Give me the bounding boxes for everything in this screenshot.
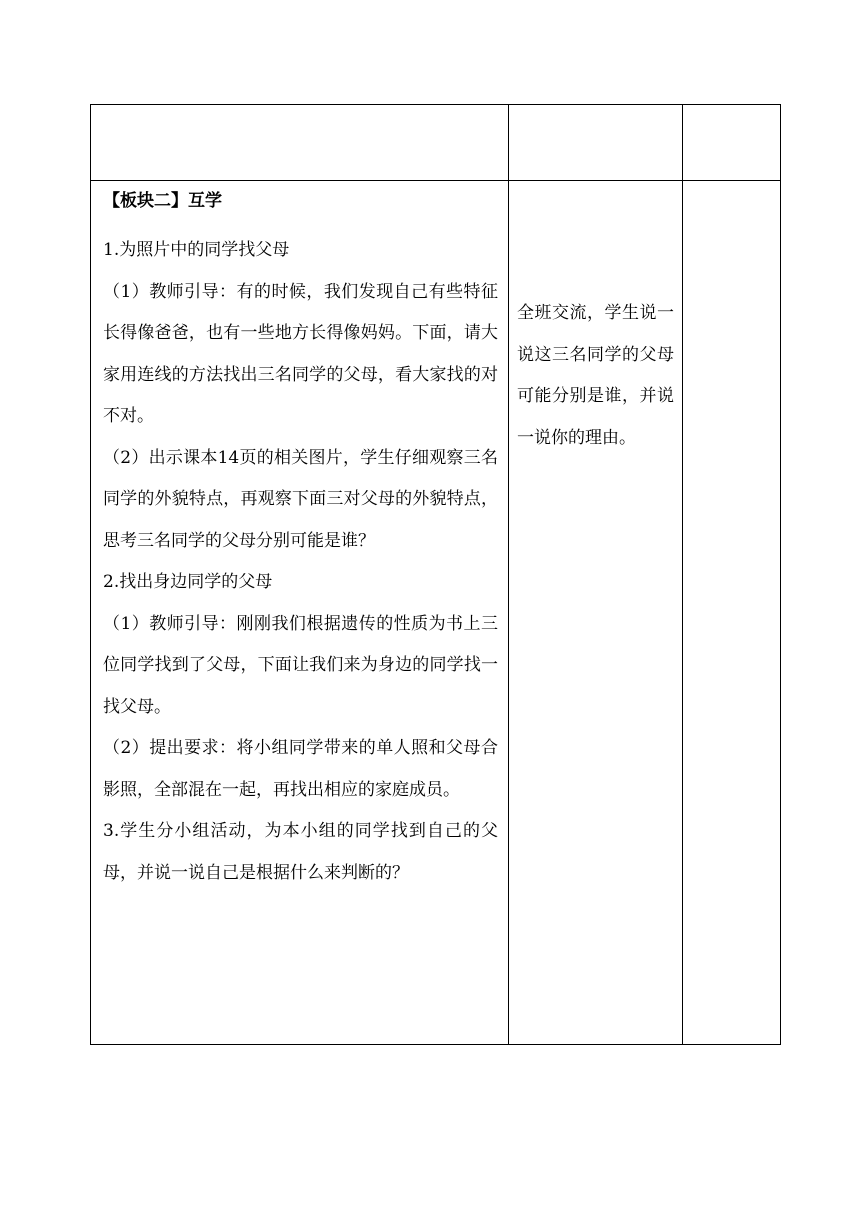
paragraph-5: （1）教师引导：刚刚我们根据遗传的性质为书上三位同学找到了父母，下面让我们来为身边的同学找一找父母。	[103, 613, 498, 717]
paragraph-4: 2.找出身边同学的父母	[103, 572, 273, 592]
paragraph-3: （2）出示课本14页的相关图片，学生仔细观察三名同学的外貌特点，再观察下面三对父母的外貌特点，思考三名同学的父母分别可能是谁？	[103, 447, 498, 551]
table-row	[91, 181, 781, 1045]
paragraph-6: （2）提出要求：将小组同学带来的单人照和父母合影照，全部混在一起，再找出相应的家庭成员。	[103, 738, 498, 800]
student-activity-cell	[509, 181, 683, 1045]
paragraph-1: 1.为照片中的同学找父母	[103, 240, 290, 260]
empty-cell-right	[683, 105, 781, 181]
paragraph-7: 3.学生分小组活动，为本小组的同学找到自己的父母，并说一说自己是根据什么来判断的？	[103, 821, 498, 883]
lesson-plan-table	[90, 104, 781, 1045]
student-activity-text: 全班交流，学生说一说这三名同学的父母可能分别是谁，并说一说你的理由。	[517, 303, 674, 448]
empty-cell-main	[91, 105, 509, 181]
teacher-activity-cell	[91, 181, 509, 1045]
notes-cell	[683, 181, 781, 1045]
paragraph-2: （1）教师引导：有的时候，我们发现自己有些特征长得像爸爸，也有一些地方长得像妈妈。下面，请大家用连线的方法找出三名同学的父母，看大家找的对不对。	[103, 281, 498, 426]
section-title: 【板块二】互学	[103, 191, 222, 211]
empty-cell-mid	[509, 105, 683, 181]
table-row	[91, 105, 781, 181]
